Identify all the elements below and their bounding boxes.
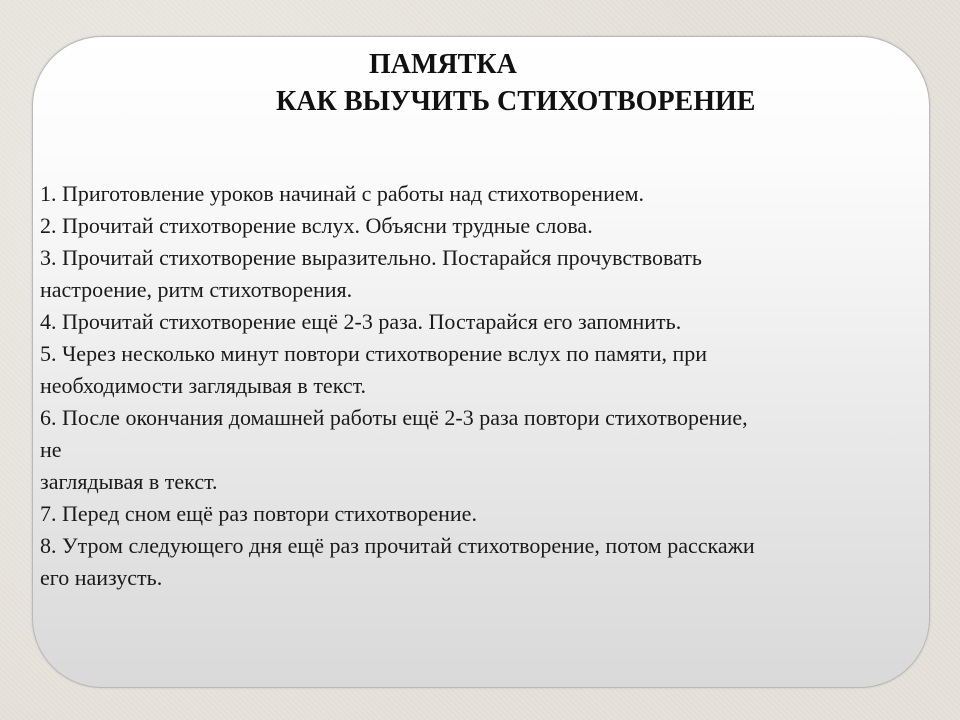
text-line: 8. Утром следующего дня ещё раз прочитай стихотворение, потом расскажи <box>40 533 755 558</box>
text-line: 6. После окончания домашней работы ещё 2-3 раза повтори стихотворение, <box>40 405 748 430</box>
text-line: 1. Приготовление уроков начинай с работы над стихотворением. <box>40 181 645 206</box>
text-line: 2. Прочитай стихотворение вслух. Объясни трудные слова. <box>40 213 593 238</box>
text-line: необходимости заглядывая в текст. <box>40 373 367 398</box>
text-line: 7. Перед сном ещё раз повтори стихотворение. <box>40 501 477 526</box>
memo-title: ПАМЯТКА <box>369 49 517 80</box>
text-line: настроение, ритм стихотворения. <box>40 277 353 302</box>
instructions-list <box>40 178 920 594</box>
text-line: заглядывая в текст. <box>40 469 218 494</box>
text-line: 5. Через несколько минут повтори стихотворение вслух по памяти, при <box>40 341 708 366</box>
text-line: не <box>40 437 62 462</box>
memo-subtitle: КАК ВЫУЧИТЬ СТИХОТВОРЕНИЕ <box>276 86 756 117</box>
text-line: 4. Прочитай стихотворение ещё 2-3 раза. Постарайся его запомнить. <box>40 309 682 334</box>
text-line: его наизусть. <box>40 565 163 590</box>
text-line: 3. Прочитай стихотворение выразительно. Постарайся прочувствовать <box>40 245 702 270</box>
